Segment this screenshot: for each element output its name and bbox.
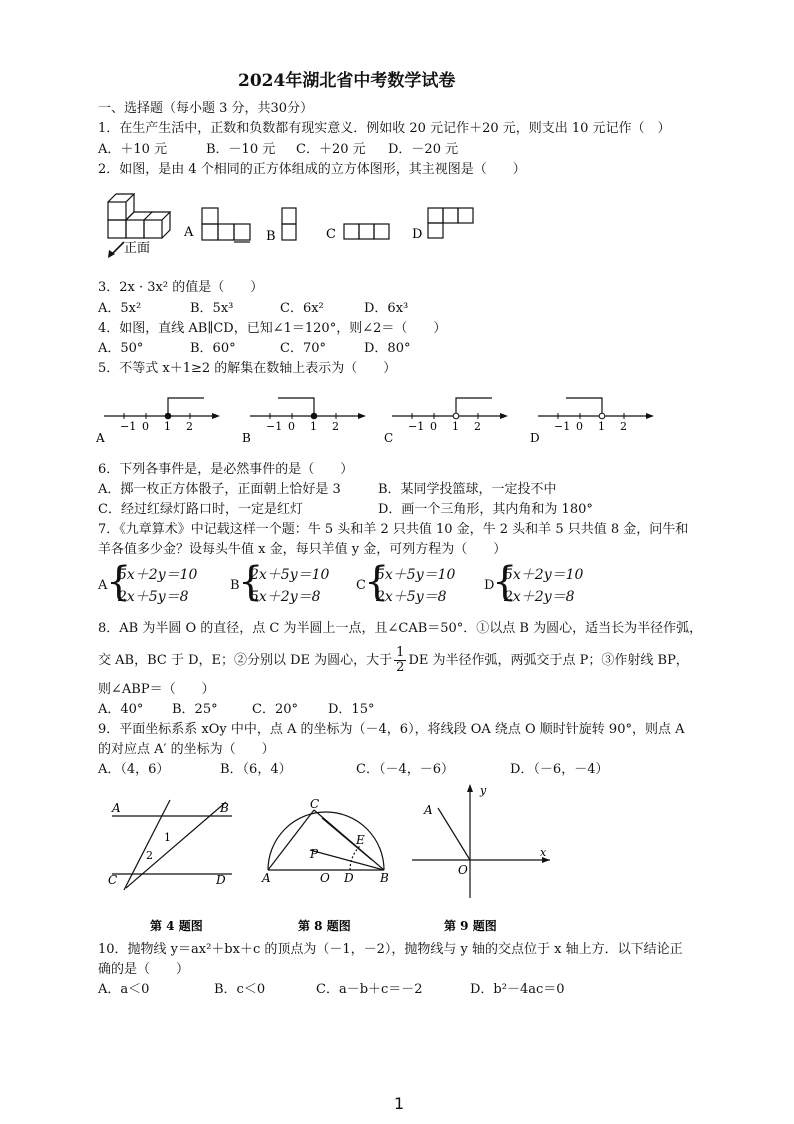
q8-option-a: A．40°	[98, 702, 144, 717]
solution-ray	[456, 398, 492, 416]
fig4-label-a: A	[112, 801, 121, 815]
tick-label: 0	[576, 420, 583, 433]
q8-line2-end: DE 为半径作弧，两弧交于点 P；③作射线 BP，	[408, 653, 689, 668]
q8-option-c: C．20°	[252, 702, 298, 717]
q9-line2: 的对应点 A′ 的坐标为（ ）	[98, 742, 275, 757]
cube-solid-figure	[108, 194, 170, 238]
q5-number-lines	[96, 386, 666, 448]
q9-option-b: B．（6，4）	[220, 762, 292, 777]
tick-label: 0	[288, 420, 295, 433]
q2-letter-b: B	[266, 229, 276, 244]
q7-a-eq1: 5x＋2y＝10	[118, 567, 198, 583]
q10-line1: 10．抛物线 y＝ax²＋bx＋c 的顶点为（－1，－2），抛物线与 y 轴的交点位于 x 轴上方．以下结论正	[98, 942, 683, 957]
closed-dot-icon	[165, 413, 171, 419]
q2-option-c-view	[344, 224, 389, 239]
q7-letter-b: B	[230, 578, 240, 593]
q6-option-b: B．某同学投篮球，一定投不中	[378, 482, 557, 497]
fig8-caption: 第 8 题图	[298, 919, 351, 933]
solution-ray	[278, 398, 314, 416]
q7-letter-d: D	[484, 578, 495, 593]
q9-option-c: C．（－4，－6）	[356, 762, 454, 777]
closed-dot-icon	[311, 413, 317, 419]
q4-option-a: A．50°	[98, 341, 144, 356]
tick-label: 1	[452, 420, 459, 433]
solution-ray	[168, 398, 204, 416]
q7-line2: 羊各值多少金？设每头牛值 x 金，每只羊值 y 金，可列方程为（ ）	[98, 542, 507, 557]
q7-line1: 7．《九章算术》中记载这样一个题：牛 5 头和羊 2 只共值 10 金，牛 2 头和羊 5 只共值 8 金，问牛和	[98, 522, 689, 537]
q7-b-eq1: 2x＋5y＝10	[250, 567, 330, 583]
fig8-label-e: E	[356, 833, 365, 847]
y-axis-arrow-icon	[467, 784, 473, 792]
fig8-label-o: O	[320, 871, 330, 885]
fig4-label-c: C	[108, 873, 118, 887]
q5-stem: 5．不等式 x＋1≥2 的解集在数轴上表示为（ ）	[98, 361, 397, 376]
q2-stem: 2．如图，是由 4 个相同的正方体组成的立方体图形，其主视图是（ ）	[98, 162, 526, 177]
q3-option-c: C．6x²	[280, 301, 324, 316]
q1-option-c: C．＋20 元	[296, 142, 366, 157]
front-label: 正面	[124, 241, 151, 256]
q2-letter-c: C	[326, 227, 336, 242]
q10-option-d: D．b²－4ac＝0	[470, 982, 565, 997]
q2-option-d-view	[428, 208, 473, 238]
brace-icon: {	[364, 559, 390, 605]
q9-option-d: D．（－6，－4）	[510, 762, 609, 777]
q7-letter-c: C	[356, 578, 366, 593]
q4-option-d: D．80°	[364, 341, 411, 356]
tick-label: 2	[186, 420, 193, 433]
fig4-parallel-lines	[112, 800, 232, 890]
q6-option-d: D．画一个三角形，其内角和为 180°	[378, 502, 593, 517]
q2-option-a-view	[202, 208, 250, 242]
q8-line2-start: 交 AB，BC 于 D，E；②分别以 DE 为圆心，大于	[98, 653, 393, 668]
fig9-label-o: O	[458, 863, 468, 877]
q4-option-b: B．60°	[190, 341, 236, 356]
fraction-denominator: 2	[396, 660, 405, 675]
fig8-semicircle	[268, 810, 384, 870]
open-dot-icon	[599, 413, 605, 419]
fig8-label-c: C	[310, 797, 320, 811]
q7-c-eq2: 2x＋5y＝8	[376, 589, 447, 605]
q8-line2	[98, 646, 689, 675]
q3-stem: 3．2x · 3x² 的值是（ ）	[98, 280, 264, 295]
q5-option-letter: A	[96, 431, 105, 445]
tick-label: −1	[120, 420, 137, 433]
q2-option-b-view	[282, 208, 296, 240]
q8-option-d: D．15°	[328, 702, 375, 717]
fig8-label-p: P	[310, 847, 319, 861]
fig4-angle-2: 2	[146, 849, 153, 862]
arrow-right-icon	[358, 413, 366, 419]
q6-option-a: A．掷一枚正方体骰子，正面朝上恰好是 3	[98, 482, 341, 497]
fig8-label-b: B	[380, 871, 389, 885]
q8-option-b: B．25°	[172, 702, 218, 717]
q7-a-eq2: 2x＋5y＝8	[118, 589, 189, 605]
tick-label: −1	[554, 420, 571, 433]
fig4-angle-1: 1	[164, 831, 171, 844]
q1-option-d: D．－20 元	[388, 142, 459, 157]
q6-option-c: C．经过红绿灯路口时，一定是红灯	[98, 502, 303, 517]
fig4-label-b: B	[220, 801, 229, 815]
page-number: 1	[394, 1094, 405, 1113]
q7-letter-a: A	[98, 578, 108, 593]
q3-option-d: D．6x³	[364, 301, 409, 316]
q10-option-a: A．a＜0	[98, 982, 150, 997]
fig9-label-y: y	[480, 784, 487, 797]
half-fraction	[394, 646, 406, 675]
fig8-label-a: A	[262, 871, 271, 885]
tick-label: 2	[474, 420, 481, 433]
q1-option-a: A．＋10 元	[98, 142, 168, 157]
fig9-label-a: A	[424, 803, 433, 817]
fig4-label-d: D	[216, 873, 226, 887]
fig9-coordinate-axes	[412, 786, 550, 898]
q10-line2: 确的是（ ）	[98, 962, 190, 977]
section-heading: 一、选择题（每小题 3 分，共30分）	[98, 101, 314, 116]
q4-stem: 4．如图，直线 AB∥CD，已知∠1＝120°，则∠2＝（ ）	[98, 321, 447, 336]
q7-d-eq1: 5x＋2y＝10	[504, 567, 584, 583]
q4-option-c: C．70°	[280, 341, 326, 356]
figures-row	[96, 780, 566, 938]
arrow-right-icon	[212, 413, 220, 419]
fraction-numerator: 1	[396, 645, 405, 660]
q2-figures	[96, 182, 496, 262]
tick-label: 0	[430, 420, 437, 433]
q3-option-b: B．5x³	[190, 301, 234, 316]
brace-icon: {	[492, 559, 518, 605]
fig9-caption: 第 9 题图	[444, 919, 497, 933]
solution-ray	[566, 398, 602, 416]
tick-label: 1	[598, 420, 605, 433]
fig8-label-d: D	[344, 871, 354, 885]
q7-c-eq1: 5x＋5y＝10	[376, 567, 456, 583]
q7-b-eq2: 5x＋2y＝8	[250, 589, 321, 605]
q6-stem: 6．下列各事件是，是必然事件的是（ ）	[98, 462, 354, 477]
q5-number-line-template	[96, 398, 654, 445]
fig9-label-x: x	[540, 846, 547, 859]
open-dot-icon	[453, 413, 459, 419]
q5-option-letter: B	[242, 431, 251, 445]
q5-option-letter: D	[530, 431, 540, 445]
q3-option-a: A．5x²	[98, 301, 142, 316]
q8-line3: 则∠ABP＝（ ）	[98, 682, 215, 697]
q1-option-b: B．－10 元	[206, 142, 276, 157]
q9-option-a: A．（4，6）	[98, 762, 170, 777]
fig4-caption: 第 4 题图	[150, 919, 203, 933]
tick-label: 0	[142, 420, 149, 433]
q1-stem: 1．在生产生活中，正数和负数都有现实意义．例如收 20 元记作＋20 元，则支出 10 元记作（ ）	[98, 121, 671, 136]
q5-option-letter: C	[384, 431, 394, 445]
exam-title: 2024年湖北省中考数学试卷	[238, 71, 456, 91]
arrow-right-icon	[646, 413, 654, 419]
q10-option-c: C．a－b＋c＝－2	[316, 982, 423, 997]
tick-label: 2	[332, 420, 339, 433]
tick-label: −1	[408, 420, 425, 433]
tick-label: 2	[620, 420, 627, 433]
tick-label: −1	[266, 420, 283, 433]
tick-label: 1	[164, 420, 171, 433]
q2-letter-d: D	[412, 227, 423, 242]
arrow-right-icon	[500, 413, 508, 419]
q2-letter-a: A	[184, 225, 194, 240]
brace-icon: {	[106, 559, 132, 605]
q10-option-b: B．c＜0	[214, 982, 266, 997]
q7-d-eq2: 2x＋2y＝8	[504, 589, 575, 605]
tick-label: 1	[310, 420, 317, 433]
q8-line1: 8．AB 为半圆 O 的直径，点 C 为半圆上一点，且∠CAB＝50°．①以点 B 为圆心，适当长为半径作弧，	[98, 621, 703, 636]
brace-icon: {	[238, 559, 264, 605]
q9-line1: 9．平面坐标系系 xOy 中中，点 A 的坐标为（－4，6），将线段 OA 绕点 O 顺时针旋转 90°，则点 A	[98, 722, 685, 737]
